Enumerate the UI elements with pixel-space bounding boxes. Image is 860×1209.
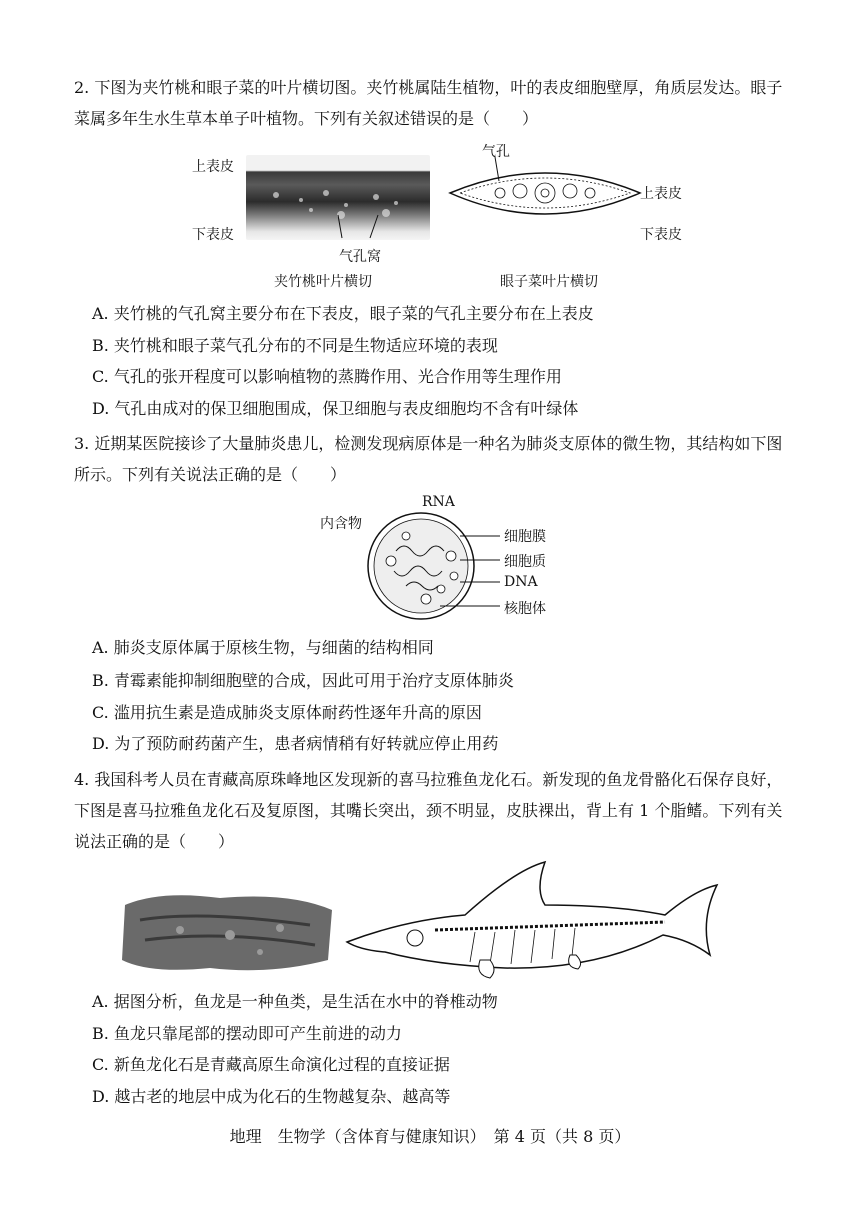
oleander-caption: 夹竹桃叶片横切	[274, 274, 372, 290]
question-4-stem: 4. 我国科考人员在青藏高原珠峰地区发现新的喜马拉雅鱼龙化石。新发现的鱼龙骨骼化石保存良好，下图是喜马拉雅鱼龙化石及复原图，其嘴长突出，颈不明显，皮肤裸出，背上有 1 个脂鳍。下列有关说法正确的是（ ）	[74, 770, 783, 851]
q4-option-c[interactable]: C. 新鱼龙化石是青藏高原生命演化过程的直接证据	[92, 1055, 450, 1074]
dna-label: DNA	[504, 574, 538, 590]
q2-option-a[interactable]: A. 夹竹桃的气孔窝主要分布在下表皮，眼子菜的气孔主要分布在上表皮	[92, 304, 594, 323]
question-3-stem: 3. 近期某医院接诊了大量肺炎患儿，检测发现病原体是一种名为肺炎支原体的微生物，其结构如下图所示。下列有关说法正确的是（ ）	[74, 434, 783, 484]
cell-membrane-label: 细胞膜	[504, 529, 546, 545]
question-2-stem: 2. 下图为夹竹桃和眼子菜的叶片横切图。夹竹桃属陆生植物，叶的表皮细胞壁厚，角质层发达。眼子菜属多年生水生草本单子叶植物。下列有关叙述错误的是（ ）	[74, 78, 783, 128]
q4-option-d[interactable]: D. 越古老的地层中成为化石的生物越复杂、越高等	[92, 1087, 451, 1106]
q3-option-c[interactable]: C. 滥用抗生素是造成肺炎支原体耐药性逐年升高的原因	[92, 703, 482, 722]
cytoplasm-label: 细胞质	[504, 554, 546, 570]
ichthyosaur-reconstruction	[345, 860, 725, 990]
q3-option-a[interactable]: A. 肺炎支原体属于原核生物，与细菌的结构相同	[92, 638, 434, 657]
rna-label: RNA	[422, 494, 455, 510]
pondweed-caption: 眼子菜叶片横切	[500, 274, 598, 290]
q4-option-a[interactable]: A. 据图分析，鱼龙是一种鱼类，是生活在水中的脊椎动物	[92, 992, 498, 1011]
pondweed-leaf-drawing	[450, 165, 640, 235]
q2-option-b[interactable]: B. 夹竹桃和眼子菜气孔分布的不同是生物适应环境的表现	[92, 336, 498, 355]
q2-option-d[interactable]: D. 气孔由成对的保卫细胞围成，保卫细胞与表皮细胞均不含有叶绿体	[92, 399, 579, 418]
ichthyosaur-fossil-photo	[120, 890, 335, 975]
page-footer: 地理 生物学（含体育与健康知识） 第 4 页（共 8 页）	[229, 1127, 631, 1146]
q3-option-d[interactable]: D. 为了预防耐药菌产生，患者病情稍有好转就应停止用药	[92, 734, 499, 753]
stoma-label: 气孔	[482, 144, 510, 160]
pit-pointer-lines	[330, 210, 390, 240]
inclusion-label: 内含物	[320, 516, 362, 532]
left-lower-epidermis-label: 下表皮	[192, 227, 234, 243]
left-upper-epidermis-label: 上表皮	[192, 159, 234, 175]
right-lower-epidermis-label: 下表皮	[640, 227, 682, 243]
q4-option-b[interactable]: B. 鱼龙只靠尾部的摆动即可产生前进的动力	[92, 1024, 402, 1043]
stomatal-pit-label: 气孔窝	[339, 249, 381, 265]
q3-option-b[interactable]: B. 青霉素能抑制细胞壁的合成，因此可用于治疗支原体肺炎	[92, 671, 514, 690]
q2-option-c[interactable]: C. 气孔的张开程度可以影响植物的蒸腾作用、光合作用等生理作用	[92, 367, 562, 386]
right-upper-epidermis-label: 上表皮	[640, 186, 682, 202]
ribosome-label: 核胞体	[504, 601, 546, 617]
